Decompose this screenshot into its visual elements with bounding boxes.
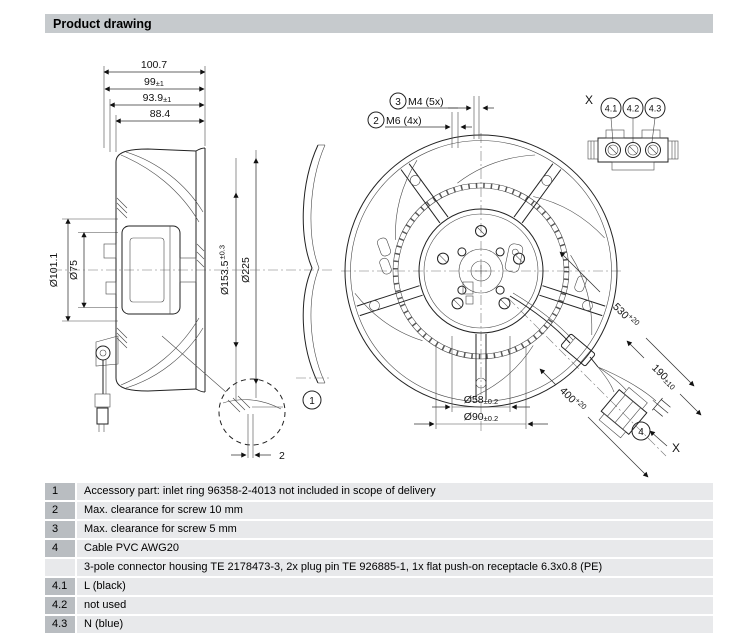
legend-num: 4.3 — [45, 616, 75, 633]
screw-callouts — [368, 93, 494, 148]
legend-row-1 — [45, 483, 713, 500]
legend-text: N (blue) — [77, 616, 713, 633]
legend-num: 4.2 — [45, 597, 75, 614]
side-view-width-dimensions — [104, 59, 205, 152]
pin-ref-4-1: 4.1 — [604, 103, 618, 114]
side-view-diameter-dimensions — [48, 150, 256, 400]
legend-text: not used — [77, 597, 713, 614]
legend-table — [45, 483, 713, 633]
hub-details — [376, 237, 587, 304]
legend-num — [45, 559, 75, 576]
legend-row-6 — [45, 578, 713, 595]
detail-marker-x: X — [584, 93, 594, 107]
side-view-body — [52, 148, 334, 392]
side-view — [48, 59, 334, 462]
dim-label-d58: Ø58±0.2 — [463, 394, 499, 406]
dim-label: 100.7 — [140, 59, 168, 71]
legend-row-4 — [45, 540, 713, 557]
dim-label-clearance: 2 — [279, 450, 285, 462]
pin-ref-4-2: 4.2 — [626, 103, 640, 114]
legend-row-8 — [45, 616, 713, 633]
blade-arcs — [355, 155, 605, 399]
section-title: Product drawing — [53, 16, 152, 31]
legend-row-7 — [45, 597, 713, 614]
legend-num: 4.1 — [45, 578, 75, 595]
dim-label: 99±1 — [144, 76, 164, 88]
dim-label-400: $400^{+20}$ — [557, 384, 589, 412]
fork-terminal — [648, 394, 674, 419]
dim-label-d90: Ø90±0.2 — [463, 411, 499, 423]
dim-label: $Ø153.5^{\pm 0.3}$ — [217, 245, 231, 295]
front-view — [341, 93, 701, 477]
section-title-bar — [45, 14, 713, 33]
inlet-ring-profile — [296, 145, 330, 409]
legend-num: 2 — [45, 502, 75, 519]
legend-num: 3 — [45, 521, 75, 538]
dim-label: Ø225 — [240, 257, 252, 283]
legend-text: Cable PVC AWG20 — [77, 540, 713, 557]
ref-marker-m4: 3 — [395, 97, 401, 108]
connector-marker-x: X — [671, 441, 681, 455]
screw-clearance-detail — [162, 336, 285, 462]
legend-text: L (black) — [77, 578, 713, 595]
legend-num: 1 — [45, 483, 75, 500]
side-view-cable-bracket — [95, 336, 118, 432]
callout-label-m4: M4 (5x) — [408, 96, 444, 108]
dim-label: 88.4 — [149, 108, 171, 120]
legend-row-2 — [45, 502, 713, 519]
legend-text: Accessory part: inlet ring 96358-2-4013 not included in scope of delivery — [77, 483, 713, 500]
legend-num: 4 — [45, 540, 75, 557]
ref-marker-m6: 2 — [373, 116, 379, 127]
cable-assembly — [510, 293, 673, 440]
dim-label-530: $530^{+20}$ — [610, 300, 642, 328]
product-drawing-svg — [0, 36, 750, 479]
callout-label-m6: M6 (4x) — [386, 115, 422, 127]
legend-row-3 — [45, 521, 713, 538]
ref-marker-inlet-ring: 1 — [309, 396, 315, 407]
legend-row-5 — [45, 559, 713, 576]
legend-text: Max. clearance for screw 5 mm — [77, 521, 713, 538]
ref-marker-cable: 4 — [638, 427, 644, 438]
pin-ref-4-3: 4.3 — [648, 103, 662, 114]
dim-label: 93.9±1 — [142, 92, 172, 104]
connector-detail — [585, 93, 678, 170]
dim-label: Ø75 — [68, 260, 80, 280]
legend-text: Max. clearance for screw 10 mm — [77, 502, 713, 519]
dim-label: Ø101.1 — [48, 252, 60, 288]
dim-label-190: 190±10 — [649, 362, 677, 392]
legend-text: 3-pole connector housing TE 2178473-3, 2x plug pin TE 926885-1, 1x flat push-on receptacle 6.3x0.8 (PE) — [77, 559, 713, 576]
